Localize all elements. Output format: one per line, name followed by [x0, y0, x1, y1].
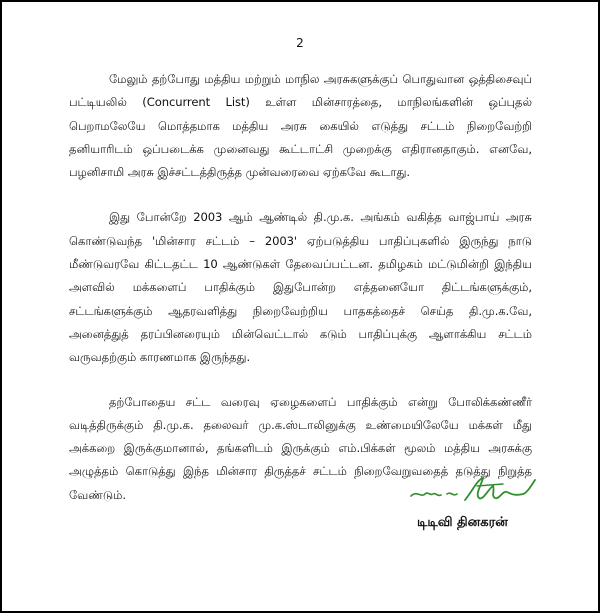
paragraph-1: மேலும் தற்போது மத்திய மற்றும் மாநில அரசுகளுக்குப் பொதுவான ஒத்திசைவுப் பட்டியலில் (Concurrent List) உள்ள மின்சாரத்தை, மாநிலங்களின் ஒப்புதல் பெறாமலேயே மொத்தமாக மத்திய அரசு கையில் எடுத்து சட்டம் நிறைவேற்றி தனியாரிடம் ஒப்படைக்க முனைவது கூட்டாட்சி முறைக்கு எதிரானதாகும். எனவே, பழனிசாமி அரசு இச்சட்டத்திருத்த முன்வரைவை ஏற்கவே கூடாது.	[69, 72, 532, 180]
signature-stroke-1	[411, 493, 441, 496]
signature-stroke-2	[447, 493, 457, 495]
page-number: 2	[296, 36, 304, 50]
signatory-name: டிடிவி தினகரன்	[417, 515, 508, 530]
handwritten-signature	[405, 472, 545, 512]
letter-body	[69, 68, 532, 527]
paragraph-2: இது போன்றே 2003 ஆம் ஆண்டில் தி.மு.க. அங்கம் வகித்த வாஜ்பாய் அரசு கொண்டுவந்த 'மின்சார சட்டம் – 2003' ஏற்படுத்திய பாதிப்புகளில் இருந்து நாடு மீண்டுவரவே கிட்டதட்ட 10 ஆண்டுகள் தேவைப்பட்டன. தமிழகம் மட்டுமின்றி இந்திய அளவில் மக்களைப் பாதிக்கும் இதுபோன்ற எத்தனையோ திட்டங்களுக்கும், சட்டங்களுக்கும் ஆதரவளித்து நிறைவேற்றிய பாதகத்தைச் செய்த தி.மு.க.வே, அனைத்துத் தரப்பினரையும் மின்வெட்டால் கடும் பாதிப்புக்கு ஆளாக்கிய சட்டம் வருவதற்கும் காரணமாக இருந்தது.	[69, 210, 532, 365]
paragraph-3: தற்போதைய சட்ட வரைவு ஏழைகளைப் பாதிக்கும் என்று போலிக்கண்ணீர் வடித்திருக்கும் தி.மு.க. தலைவர் மு.க.ஸ்டாலினுக்கு உண்மையிலேயே மக்கள் மீது அக்கறை இருக்குமானால், தங்களிடம் இருக்கும் எம்.பிக்கள் மூலம் மத்திய அரசுக்கு அழுத்தம் கொடுத்து இந்த மின்சார திருத்தச் சட்டம் நிறைவேறுவதைத் தடுத்து நிறுத்த வேண்டும்.	[69, 394, 532, 502]
signature-stroke-3	[465, 478, 535, 500]
